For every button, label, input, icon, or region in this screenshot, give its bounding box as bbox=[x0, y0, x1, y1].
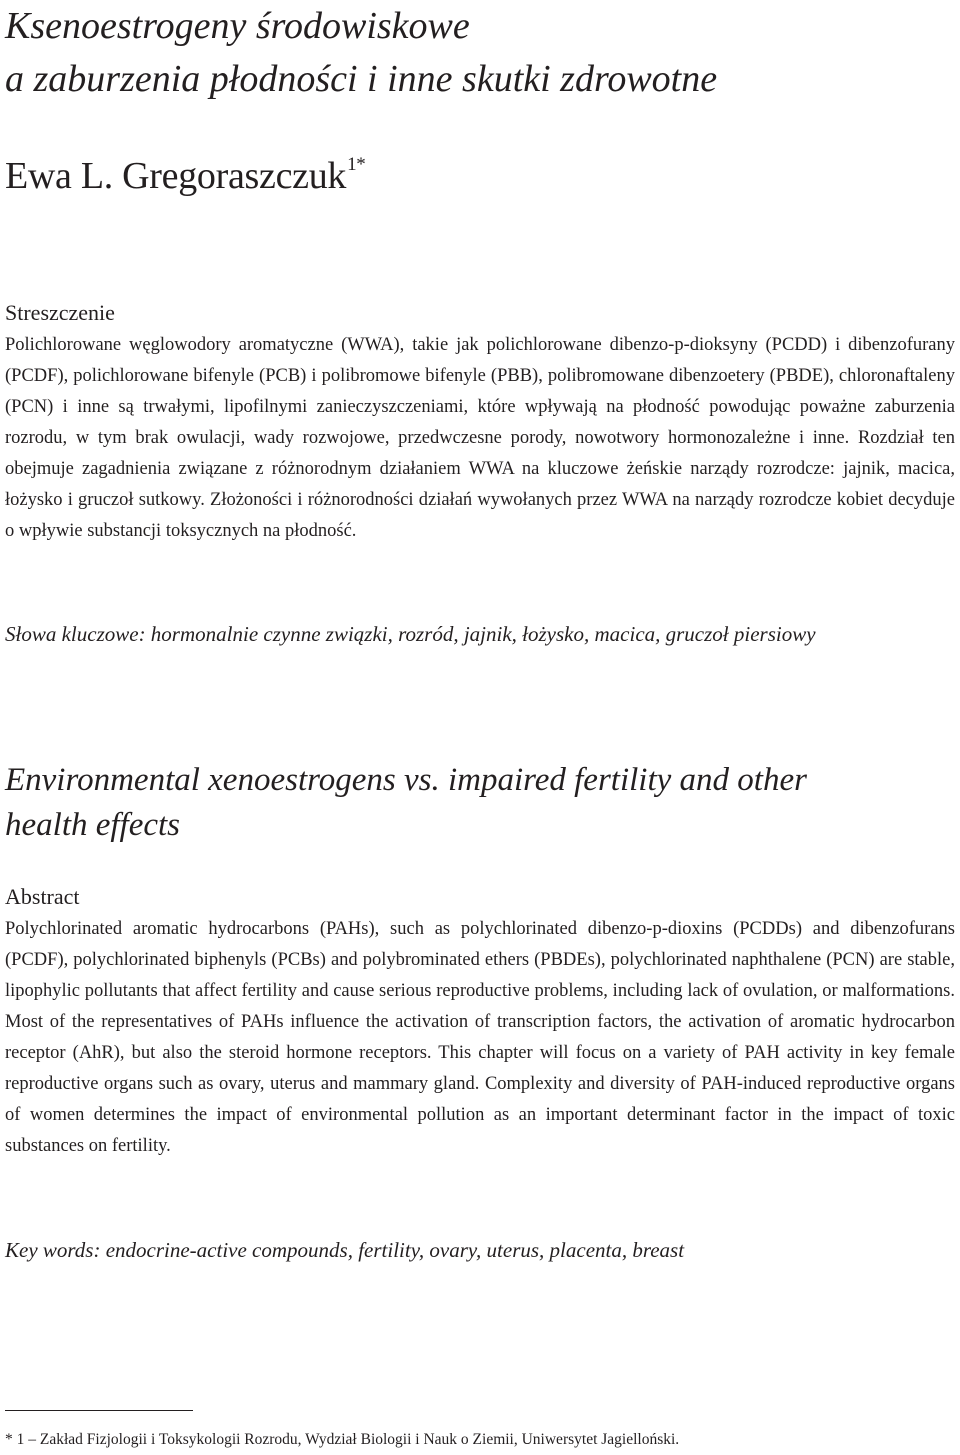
english-title-line-1: Environmental xenoestrogens vs. impaired fertility and other bbox=[5, 762, 807, 798]
polish-title bbox=[5, 0, 955, 106]
polish-abstract-text: Polichlorowane węglowodory aromatyczne (WWA), takie jak polichlorowane dibenzo-p-dioksyny (PCDD) i dibenzofurany (PCDF), polichlorowane bifenyle (PCB) i polibromowe bifenyle (PBB), polibromowane dibenzoetery (PBDE), chloronaftaleny (PCN) i inne są trwałymi, lipofilnymi zanieczyszczeniami, które wpływają na płodność powodując poważne zaburzenia rozrodu, w tym brak owulacji, wady rozwojowe, przedwczesne porody, nowotwory hormonozależne i inne. Rozdział ten obejmuje zagadnienia związane z różnorodnym działaniem WWA na kluczowe żeńskie narządy rozrodcze: jajnik, macica, łożysko i gruczoł sutkowy. Złożoności i różnorodności działań wywołanych przez WWA na narządy rozrodcze kobiet decyduje o wpływie substancji toksycznych na płodność. bbox=[5, 335, 955, 541]
author-affiliation-marker: 1* bbox=[347, 154, 366, 175]
polish-abstract-heading: Streszczenie bbox=[5, 300, 115, 325]
english-abstract-heading: Abstract bbox=[5, 884, 80, 909]
footnote-divider bbox=[5, 1410, 193, 1411]
footnote: * 1 – Zakład Fizjologii i Toksykologii Rozrodu, Wydział Biologii i Nauk o Ziemii, Uniwersytet Jagielloński. bbox=[5, 1431, 680, 1448]
paper-page bbox=[5, 0, 957, 1455]
polish-title-line-1: Ksenoestrogeny środowiskowe bbox=[5, 5, 470, 47]
author bbox=[5, 140, 366, 201]
polish-keywords: Słowa kluczowe: hormonalnie czynne związki, rozród, jajnik, łożysko, macica, gruczoł piersiowy bbox=[5, 622, 816, 646]
english-keywords: Key words: endocrine-active compounds, fertility, ovary, uterus, placenta, breast bbox=[5, 1238, 685, 1262]
english-title bbox=[5, 758, 955, 848]
polish-title-line-2: a zaburzenia płodności i inne skutki zdrowotne bbox=[5, 58, 718, 100]
english-title-line-2: health effects bbox=[5, 807, 181, 843]
english-abstract-text: Polychlorinated aromatic hydrocarbons (PAHs), such as polychlorinated dibenzo-p-dioxins (PCDDs) and dibenzofurans (PCDF), polychlorinated biphenyls (PCBs) and polybrominated ethers (PBDEs), polychlorinated naphthalene (PCN) are stable, lipophylic pollutants that affect fertility and cause serious reproductive problems, including lack of ovulation, or malformations. Most of the representatives of PAHs influence the activation of transcription factors, the activation of aromatic hydrocarbon receptor (AhR), but also the steroid hormone receptors. This chapter will focus on a variety of PAH activity in key female reproductive organs such as ovary, uterus and mammary gland. Complexity and diversity of PAH-induced reproductive organs of women determines the impact of environmental pollution as an important determinant factor in the impact of toxic substances on fertility. bbox=[5, 919, 955, 1156]
author-name: Ewa L. Gregoraszczuk bbox=[5, 155, 347, 197]
